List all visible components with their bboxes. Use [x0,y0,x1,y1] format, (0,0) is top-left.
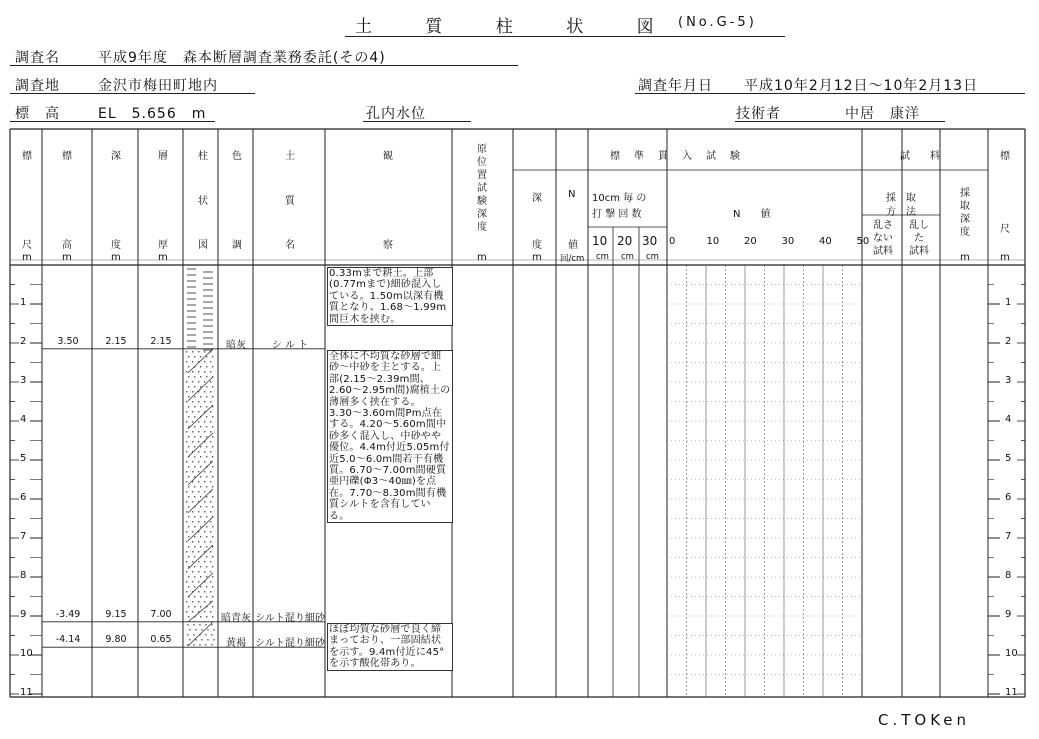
depth-label-right-3: 3 [1005,375,1012,386]
company-mark: C.TOKen [878,711,971,729]
hdr-spt-depth-bottom: 度 [532,240,542,251]
nvalue-tick-10: 10 [706,236,720,247]
layer-thickness: 2.15 [150,335,172,347]
nvalue-tick-50: 50 [856,236,870,247]
depth-label-right-9: 9 [1005,609,1012,620]
date-label: 調査年月日 [638,78,713,94]
hdr-scale-unit: m [22,252,32,263]
depth-label-right-1: 1 [1005,297,1012,308]
layer-color: 暗灰 [226,339,246,351]
hdr-column-3: 図 [198,240,208,251]
observation-3: ほぼ均質な砂層で良く締まっており、一部固結状を示す。9.4m付近に45°を示す酸化帯あり。 [327,623,453,671]
hdr-blows-unit-2: cm [621,252,634,262]
layer-color: 黄褐 [226,638,246,650]
depth-label-left-5: 5 [20,453,27,464]
layer-soil-name: シ ル ト [271,339,309,351]
elevation-label: 標 高 [15,106,60,122]
depth-label-left-8: 8 [20,570,27,581]
depth-label-right-11: 11 [1005,687,1018,698]
layer-soil-name: シルト混り細砂 [255,612,325,624]
hdr-elev-bottom: 高 [62,240,72,251]
hdr-soil-mid: 質 [285,196,295,207]
hdr-spt-n-bottom: 値 [568,240,578,251]
hdr-sample-depth-unit: m [960,252,970,263]
hdr-sample-title: 試 料 [900,151,940,162]
hdr-undisturbed-sample: 乱さ ない 試料 [873,220,893,257]
layer-thickness: 7.00 [150,608,172,620]
hdr-elev-unit: m [62,252,72,263]
page-title: 土 質 柱 状 図 [355,17,678,37]
hdr-color-bottom: 調 [232,240,242,251]
layer-elevation: 3.50 [57,335,79,347]
hdr-nvalue-label: N 値 [733,209,771,220]
depth-label-right-6: 6 [1005,492,1012,503]
hdr-obs-top: 観 [383,151,393,162]
layer-depth: 9.80 [105,634,127,646]
depth-label-left-10: 10 [20,648,33,659]
layer-depth: 2.15 [105,335,127,347]
location-label: 調査地 [15,78,60,94]
layer-elevation: -3.49 [55,608,81,620]
depth-label-left-4: 4 [20,414,27,425]
depth-label-right-10: 10 [1005,648,1018,659]
layer-soil-name: シルト混り細砂 [255,638,325,650]
hdr-depth-unit: m [111,252,121,263]
layer-depth: 9.15 [105,608,127,620]
hdr-spt-n-top: N [568,189,576,200]
depth-label-right-4: 4 [1005,414,1012,425]
hdr-color-top: 色 [232,151,242,162]
hdr-blows-unit-1: cm [596,252,609,262]
nvalue-tick-0: 0 [669,236,676,247]
layer-elevation: -4.14 [55,634,81,646]
hdr-spt-n-unit: 回/cm [560,254,585,264]
hdr-sample-method-1: 採 取 [886,193,916,204]
depth-label-left-7: 7 [20,531,27,542]
hdr-orig-position: 原 位 置 試 験 深 度 [477,144,487,233]
hdr-blows-10: 10 [592,234,608,248]
hdr-blows-line2: 打 撃 回 数 [592,209,642,220]
hdr-blows-unit-3: cm [646,252,659,262]
engineer-name: 中居 康洋 [845,106,920,122]
boring-number: (No.G-5) [678,15,757,30]
hdr-depth-bottom: 度 [111,240,121,251]
hdr-scale-bottom: 尺 [22,240,32,251]
hdr-scale-r-bottom: 尺 [1000,224,1010,235]
hdr-spt-title: 標 準 貫 入 試 験 [610,151,742,162]
depth-label-right-5: 5 [1005,453,1012,464]
hdr-scale-r-unit: m [1000,252,1010,263]
hdr-scale-r-top: 標 [1000,151,1010,162]
observation-2: 全体に不均質な砂層で細砂〜中砂を主とする。上部(2.15〜2.39m間、2.60〜2.95m間)腐植土の薄層多く挟在する。3.30〜3.60m間Pm点在する。4.20〜5.60m間中砂多く混入し、中砂やや優位。4.4m付近5.05m付近5.0〜6.0m間若干有機質。6.70〜7.00m間硬質亜円礫(Φ3〜40㎜)を点在。7.70〜8.30m間有機質シルトを含有している。 [327,350,453,523]
hdr-thick-unit: m [158,252,168,263]
hdr-soil-bottom: 名 [285,240,295,251]
hdr-sample-depth: 採 取 深 度 [960,188,970,238]
hdr-elev-top: 標 [62,151,72,162]
survey-name-label: 調査名 [15,50,60,66]
hdr-disturbed-sample: 乱し た 試料 [909,220,929,257]
depth-label-left-1: 1 [20,297,27,308]
elevation-value: EL 5.656 m [98,106,207,122]
layer-color: 暗青灰 [221,612,251,624]
hdr-obs-bottom: 察 [383,240,393,251]
hdr-blows-30: 30 [642,234,658,248]
hdr-column-1: 柱 [198,151,208,162]
layer-thickness: 0.65 [150,634,172,646]
hdr-blows-20: 20 [617,234,633,248]
survey-date: 平成10年2月12日〜10年2月13日 [744,78,979,94]
survey-name: 平成9年度 森本断層調査業務委託(その4) [98,50,386,66]
water-level-label: 孔内水位 [366,106,426,122]
depth-label-right-8: 8 [1005,570,1012,581]
nvalue-tick-30: 30 [781,236,795,247]
depth-label-right-7: 7 [1005,531,1012,542]
depth-label-left-11: 11 [20,687,33,698]
location: 金沢市梅田町地内 [98,78,218,94]
depth-label-left-9: 9 [20,609,27,620]
hdr-column-2: 状 [198,196,208,207]
engineer-label: 技術者 [736,106,781,122]
depth-label-left-6: 6 [20,492,27,503]
depth-label-right-2: 2 [1005,336,1012,347]
hdr-thick-top: 層 [158,151,168,162]
depth-label-left-3: 3 [20,375,27,386]
hdr-blows-line1: 10cm 毎 の [592,193,647,204]
hdr-sample-method-2: 方 法 [886,207,916,218]
nvalue-tick-40: 40 [819,236,832,247]
hdr-depth-top: 深 [111,151,121,162]
hdr-orig-unit: m [477,252,487,263]
nvalue-tick-20: 20 [744,236,757,247]
hdr-scale-top: 標 [22,151,32,162]
hdr-spt-depth-unit: m [532,252,542,263]
hdr-soil-top: 土 [285,151,295,162]
hdr-spt-depth-top: 深 [532,193,542,204]
observation-1: 0.33mまで耕土。上部(0.77mまで)細砂混入している。1.50m以深有機質となり、1.68〜1.99m間巨木を挟む。 [327,267,453,326]
depth-label-left-2: 2 [20,336,27,347]
hdr-thick-bottom: 厚 [158,240,168,251]
